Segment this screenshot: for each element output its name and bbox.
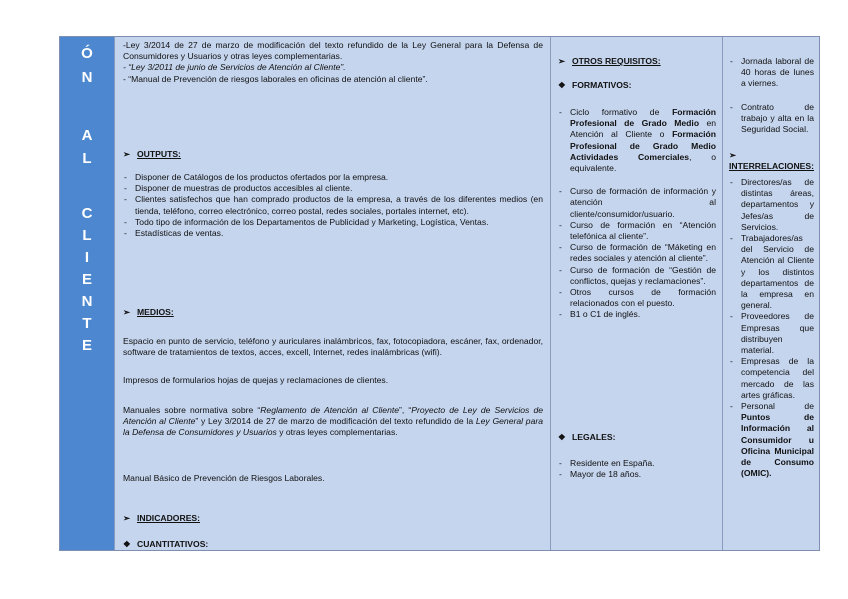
diamond-icon: ❖ bbox=[558, 432, 566, 442]
list-item: - Disponer de Catálogos de los productos ofertados por la empresa. bbox=[123, 172, 543, 183]
vertical-letter: C bbox=[81, 205, 93, 222]
training-list bbox=[558, 107, 716, 321]
arrow-icon: ➢ bbox=[729, 150, 737, 160]
conditions-list bbox=[729, 56, 814, 135]
diamond-icon: ❖ bbox=[123, 539, 131, 549]
list-item: - Curso de formación de información y atención al cliente/consumidor/usuario. bbox=[558, 186, 716, 220]
list-item: - Curso de formación de “Máketing en redes sociales y atención al cliente”. bbox=[558, 242, 716, 264]
interrelaciones-list bbox=[729, 177, 814, 479]
list-item: - Contrato de trabajo y alta en la Seguridad Social. bbox=[729, 102, 814, 136]
list-item: - Disponer de muestras de productos accesibles al cliente. bbox=[123, 183, 543, 194]
outputs-list bbox=[123, 172, 543, 239]
vertical-letter: E bbox=[81, 271, 92, 288]
indicadores-heading: ➢ INDICADORES: bbox=[123, 513, 201, 523]
list-item: - B1 o C1 de inglés. bbox=[558, 309, 716, 320]
vertical-letter: I bbox=[84, 249, 90, 266]
vertical-letter: N bbox=[81, 293, 93, 310]
vertical-letter: Ó bbox=[81, 45, 93, 62]
law-list bbox=[123, 40, 543, 85]
manuales-paragraph: Manuales sobre normativa sobre “Reglamento de Atención al Cliente”, “Proyecto de Ley de Servicios de Atención al Cliente” y Ley 3/2014 de 27 de marzo de modificación del texto refundido de la Ley General para la Defensa de Consumidores y Usuarios y otras leyes complementarias. bbox=[123, 405, 544, 438]
vertical-letter: A bbox=[81, 127, 93, 144]
cuantitativos-heading: ❖ CUANTITATIVOS: bbox=[123, 539, 209, 549]
arrow-icon: ➢ bbox=[123, 513, 131, 523]
list-item: - Curso de formación de “Gestión de conflictos, quejas y reclamaciones”. bbox=[558, 265, 716, 287]
conditions-column bbox=[722, 37, 820, 550]
list-item: - Estadísticas de ventas. bbox=[123, 228, 543, 239]
job-profile-table bbox=[59, 36, 820, 551]
law-item: - “Ley 3/2011 de junio de Servicios de Atención al Cliente”. bbox=[123, 62, 346, 73]
vertical-letter: T bbox=[82, 315, 92, 332]
vertical-letter: E bbox=[81, 337, 92, 354]
vertical-letter: N bbox=[81, 69, 93, 86]
list-item: - Trabajadores/as del Servicio de Atención al Cliente y los distintos departamentos de la empresa en general. bbox=[729, 233, 814, 311]
main-content-column bbox=[114, 37, 550, 550]
list-item: - Ciclo formativo de Formación Profesional de Grado Medio en Atención al Cliente o Formación Profesional de Grado Medio Actividades Comerciales, o equivalente. bbox=[558, 107, 716, 174]
medios-paragraph: Espacio en punto de servicio, teléfono y auriculares inalámbricos, fax, fotocopiadora, escáner, fax, ordenador, software de tratamientos de textos, acces, excell, Internet, redes inalámbricas (wifi). bbox=[123, 336, 543, 358]
list-item: - Clientes satisfechos que han comprado productos de la empresa, a través de los diferentes medios (en tienda, teléfono, correo electrónico, correo postal, redes sociales, portales internet, etc). bbox=[123, 194, 543, 216]
list-item: - Otros cursos de formación relacionados con el puesto. bbox=[558, 287, 716, 309]
list-item: - Directores/as de distintas áreas, departamentos y Jefes/as de Servicios. bbox=[729, 177, 814, 233]
vertical-letter: L bbox=[82, 227, 92, 244]
list-item: - Jornada laboral de 40 horas de lunes a viernes. bbox=[729, 56, 814, 90]
arrow-icon: ➢ bbox=[123, 149, 131, 159]
list-item: - Personal de Puntos de Información al Consumidor u Oficina Municipal de Consumo (OMIC). bbox=[729, 401, 814, 479]
otros-requisitos-heading: ➢ OTROS REQUISITOS: bbox=[558, 56, 661, 66]
list-item: - Residente en España. bbox=[558, 458, 716, 469]
legal-list bbox=[558, 458, 716, 480]
interrelaciones-heading: ➢INTERRELACIONES: bbox=[729, 150, 814, 172]
list-item: - Empresas de la competencia del mercado de las artes gráficas. bbox=[729, 356, 814, 401]
medios-heading: ➢ MEDIOS: bbox=[123, 307, 174, 317]
list-item: - Todo tipo de información de los Departamentos de Publicidad y Marketing, Logística, Ventas. bbox=[123, 217, 543, 228]
vertical-letter: L bbox=[82, 150, 92, 167]
list-item: - Proveedores de Empresas que distribuyen material. bbox=[729, 311, 814, 356]
formativos-heading: ❖ FORMATIVOS: bbox=[558, 80, 632, 90]
vertical-title-column bbox=[60, 37, 114, 550]
arrow-icon: ➢ bbox=[123, 307, 131, 317]
law-item: - “Manual de Prevención de riesgos laborales en oficinas de atención al cliente”. bbox=[123, 73, 428, 84]
requirements-column bbox=[550, 37, 722, 550]
list-item: - Mayor de 18 años. bbox=[558, 469, 716, 480]
diamond-icon: ❖ bbox=[558, 80, 566, 90]
arrow-icon: ➢ bbox=[558, 56, 566, 66]
manual-basico: Manual Básico de Prevención de Riesgos Laborales. bbox=[123, 473, 325, 483]
medios-forms: Impresos de formularios hojas de quejas y reclamaciones de clientes. bbox=[123, 375, 389, 385]
legales-heading: ❖ LEGALES: bbox=[558, 432, 616, 442]
list-item: - Curso de formación en “Atención telefónica al cliente”. bbox=[558, 220, 716, 242]
outputs-heading: ➢ OUTPUTS: bbox=[123, 149, 181, 159]
law-item: -Ley 3/2014 de 27 de marzo de modificación del texto refundido de la Ley General para la Defensa de Consumidores y Usuarios y otras leyes complementarias. bbox=[123, 40, 543, 62]
